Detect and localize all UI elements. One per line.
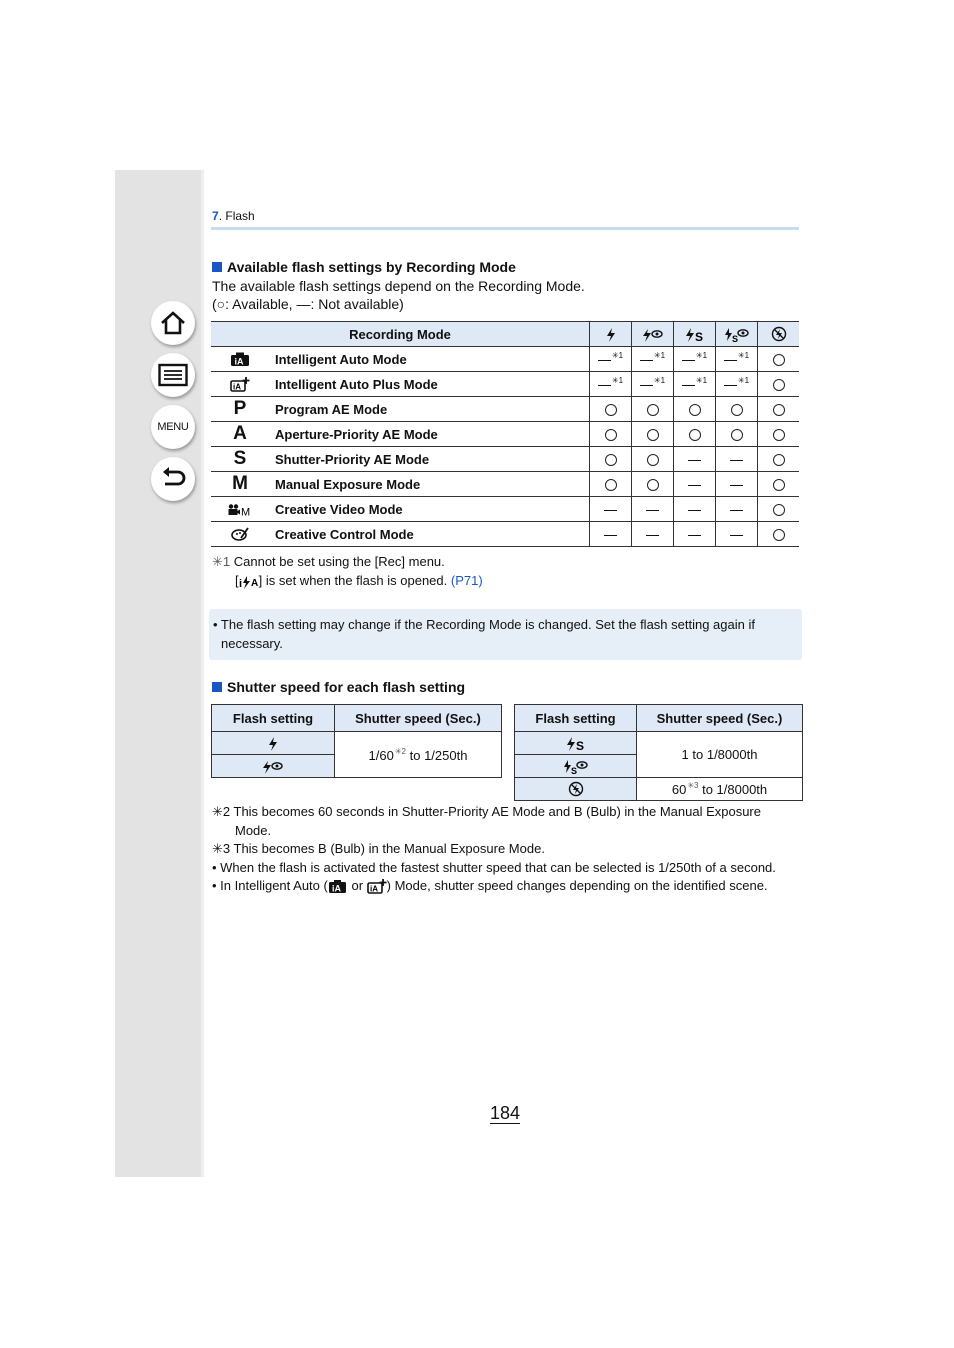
not-available-mark [632, 497, 674, 522]
mode-name: Creative Video Mode [269, 497, 590, 522]
not-available-mark: ✳1 [674, 347, 716, 372]
svg-text:S: S [570, 765, 577, 774]
chapter-title: Flash [225, 209, 255, 223]
back-arrow-icon [159, 466, 187, 492]
mode-icon [211, 522, 269, 547]
svg-text:M: M [241, 506, 251, 517]
available-mark [758, 472, 800, 497]
mode-icon: A [211, 422, 269, 447]
menu-button[interactable] [151, 405, 195, 449]
home-button[interactable] [151, 301, 195, 345]
flash-slow-sync-red-eye-icon [716, 322, 758, 347]
mode-icon: P [211, 397, 269, 422]
available-mark [674, 422, 716, 447]
shutter-speed-value: $1/60^{✳2}$ to 1/250th [335, 732, 502, 778]
table-header-row [211, 322, 799, 347]
available-mark [716, 422, 758, 447]
mode-icon [211, 372, 269, 397]
not-available-mark [716, 472, 758, 497]
available-mark [758, 497, 800, 522]
shutter-table-left [211, 704, 502, 778]
contents-button[interactable] [151, 353, 195, 397]
flash-slow-sync-icon [674, 322, 716, 347]
flash-forced-off-icon [515, 778, 637, 801]
not-available-mark [590, 522, 632, 547]
not-available-mark [716, 522, 758, 547]
flash-forced-on-red-eye-icon [212, 755, 335, 778]
shutter-speed-value: $60^{✳3}$ to 1/8000th [637, 778, 803, 801]
section-title-flash-settings: Available flash settings by Recording Mode [212, 259, 516, 275]
home-icon [159, 309, 187, 337]
flash-setting-header: Flash setting [515, 705, 637, 732]
flash-forced-on-icon [212, 732, 335, 755]
available-mark [590, 447, 632, 472]
table-row [211, 397, 799, 422]
available-mark [590, 472, 632, 497]
chapter-number: 7 [212, 209, 219, 223]
svg-text:iA: iA [369, 884, 378, 894]
footnote-2: ✳2 This becomes 60 seconds in Shutter-Priority AE Mode and B (Bulb) in the Manual Exposure Mode. [212, 804, 761, 838]
mode-name: Intelligent Auto Plus Mode [269, 372, 590, 397]
not-available-mark: ✳1 [716, 347, 758, 372]
flash-setting-header: Flash setting [212, 705, 335, 732]
bullet-intelligent-auto: • In Intelligent Auto ( iA or iA ) Mode, shutter speed changes depending on the identified scene. [212, 878, 768, 894]
flash-slow-sync-icon [515, 732, 637, 755]
shutter-speed-header: Shutter speed (Sec.) [637, 705, 803, 732]
available-mark [758, 522, 800, 547]
back-button[interactable] [151, 457, 195, 501]
not-available-mark: ✳1 [674, 372, 716, 397]
not-available-mark: ✳1 [632, 347, 674, 372]
intelligent-auto-plus-icon [367, 879, 387, 894]
page-number: 184 [490, 1103, 521, 1123]
not-available-mark [716, 447, 758, 472]
table-row [211, 472, 799, 497]
table-row [211, 347, 799, 372]
mode-icon [211, 497, 269, 522]
shutter-table-right [514, 704, 803, 801]
not-available-mark [674, 497, 716, 522]
mode-name: Aperture-Priority AE Mode [269, 422, 590, 447]
bullet-fastest-shutter: • When the flash is activated the fastest shutter speed that can be selected is 1/250th of a second. [212, 859, 776, 875]
info-text: • The flash setting may change if the Recording Mode is changed. Set the flash setting again if necessary. [213, 617, 755, 651]
table-row [211, 422, 799, 447]
intelligent-auto-icon [328, 879, 348, 894]
available-mark [758, 422, 800, 447]
mode-icon: M [211, 472, 269, 497]
square-bullet-icon [212, 262, 222, 272]
svg-text:iA: iA [233, 382, 241, 392]
mode-name: Intelligent Auto Mode [269, 347, 590, 372]
chapter-header: 7. Flash [212, 209, 255, 223]
shutter-speed-value: 1 to 1/8000th [637, 732, 803, 778]
square-bullet-icon [212, 682, 222, 692]
mode-name: Manual Exposure Mode [269, 472, 590, 497]
available-mark [758, 447, 800, 472]
not-available-mark [674, 472, 716, 497]
flash-forced-on-icon [590, 322, 632, 347]
header-rule [211, 227, 799, 230]
sidebar-divider [201, 170, 204, 1177]
table-row [211, 522, 799, 547]
mode-name: Creative Control Mode [269, 522, 590, 547]
section2-notes [212, 803, 800, 896]
svg-text:iA: iA [234, 356, 244, 367]
flash-forced-off-icon [758, 322, 800, 347]
not-available-mark [674, 447, 716, 472]
svg-text:i: i [238, 577, 242, 589]
svg-text:S: S [575, 738, 584, 751]
available-mark [632, 447, 674, 472]
not-available-mark: ✳1 [716, 372, 758, 397]
not-available-mark: ✳1 [590, 347, 632, 372]
footnote-1b: [ i A ] is set when the flash is opened. (P71) [235, 573, 483, 589]
flash-availability-table [211, 321, 799, 547]
not-available-mark [632, 522, 674, 547]
available-mark [716, 397, 758, 422]
mode-icon: S [211, 447, 269, 472]
table-row [211, 447, 799, 472]
available-mark [758, 347, 800, 372]
not-available-mark [590, 497, 632, 522]
availability-legend: (○: Available, —: Not available) [212, 296, 404, 312]
svg-text:S: S [731, 333, 738, 342]
table-row [211, 497, 799, 522]
available-mark [758, 372, 800, 397]
not-available-mark [716, 497, 758, 522]
flash-slow-sync-red-eye-icon [515, 755, 637, 778]
mode-name: Program AE Mode [269, 397, 590, 422]
recording-mode-header: Recording Mode [211, 322, 590, 347]
info-box [209, 609, 802, 660]
footnote-3: ✳3 This becomes B (Bulb) in the Manual Exposure Mode. [212, 841, 545, 856]
available-mark [632, 422, 674, 447]
mode-icon [211, 347, 269, 372]
svg-text:A: A [250, 577, 258, 589]
flash-forced-on-red-eye-icon [632, 322, 674, 347]
table-row [211, 372, 799, 397]
mode-name: Shutter-Priority AE Mode [269, 447, 590, 472]
not-available-mark: ✳1 [590, 372, 632, 397]
auto-flash-icon [239, 575, 259, 589]
available-mark [632, 397, 674, 422]
footnote-1: ✳1 Cannot be set using the [Rec] menu. [212, 554, 445, 569]
section-title-shutter-speed: Shutter speed for each flash setting [212, 679, 465, 695]
section-description: The available flash settings depend on the Recording Mode. [212, 278, 585, 294]
available-mark [590, 397, 632, 422]
available-mark [590, 422, 632, 447]
available-mark [758, 397, 800, 422]
svg-text:S: S [694, 329, 703, 342]
page-link-p71[interactable]: (P71) [450, 573, 483, 588]
menu-label: MENU [157, 421, 189, 433]
svg-text:iA: iA [331, 883, 341, 894]
available-mark [674, 397, 716, 422]
not-available-mark [674, 522, 716, 547]
shutter-speed-header: Shutter speed (Sec.) [335, 705, 502, 732]
available-mark [632, 472, 674, 497]
not-available-mark: ✳1 [632, 372, 674, 397]
list-icon [158, 363, 188, 387]
